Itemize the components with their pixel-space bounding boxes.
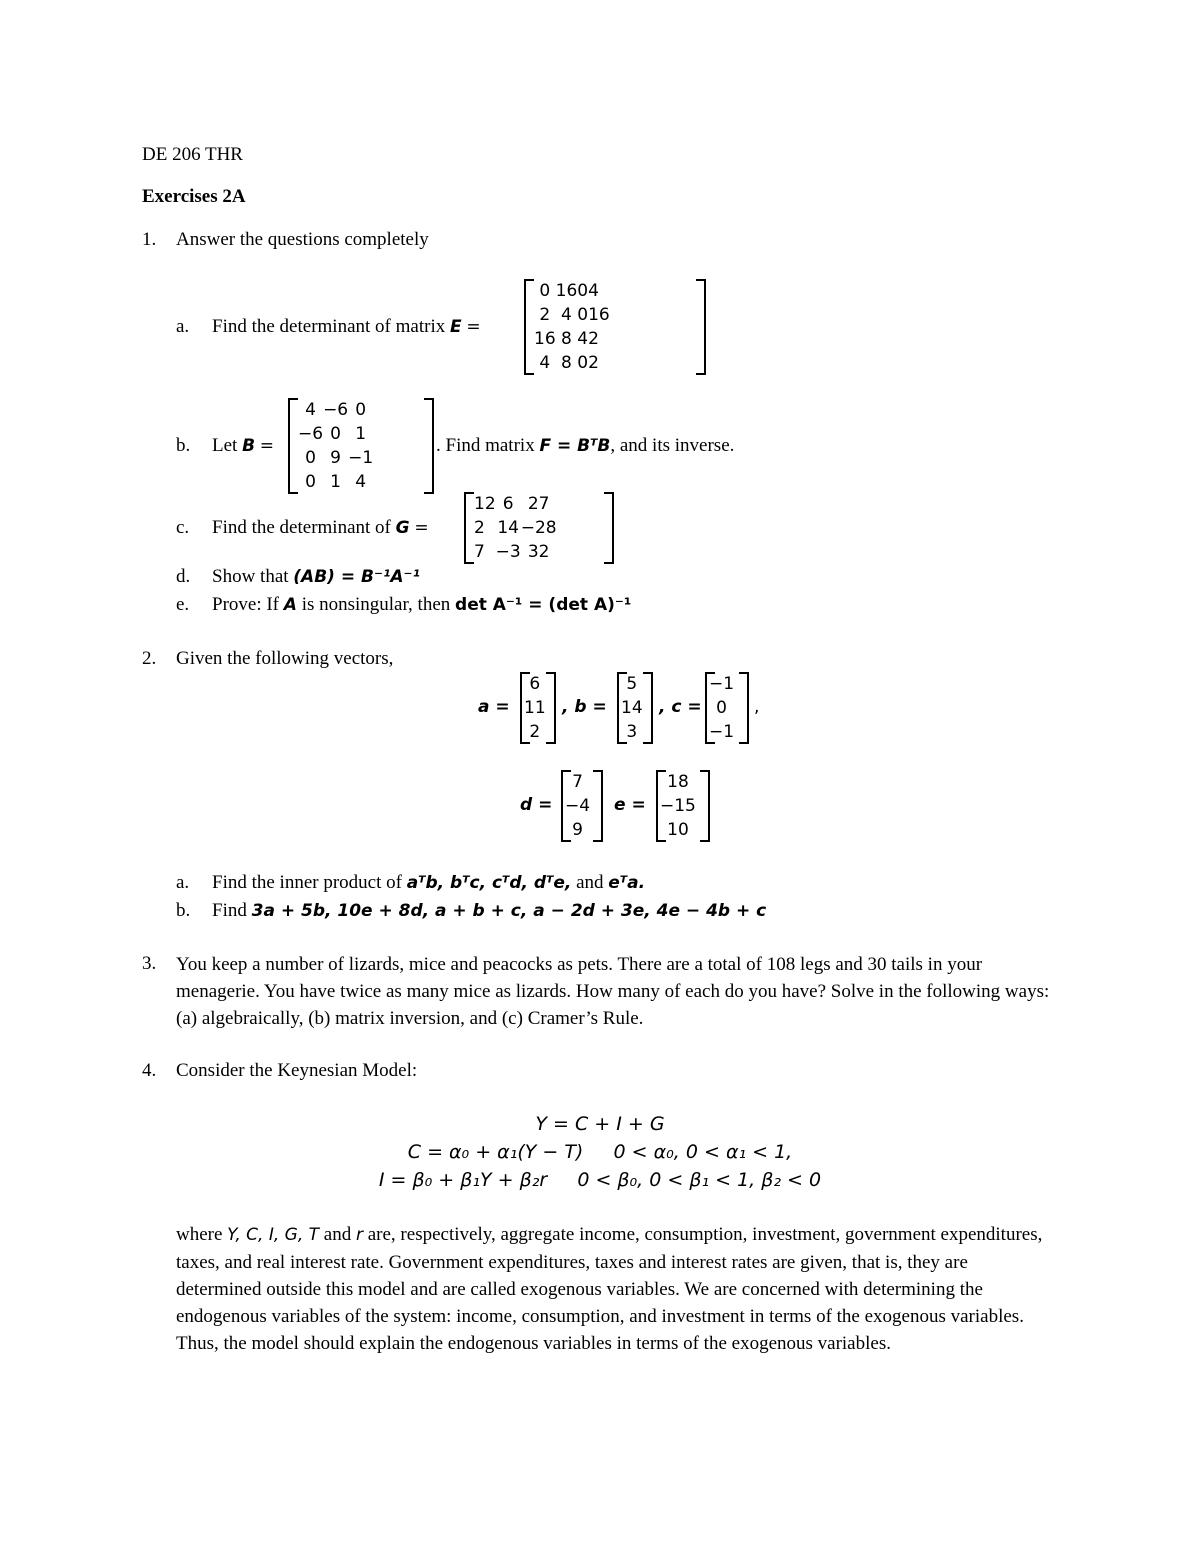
- q3-number: 3.: [142, 953, 157, 974]
- vector-a: [520, 672, 556, 744]
- vector-separator-comma: ,: [754, 697, 760, 717]
- q1e-label: e.: [176, 594, 190, 615]
- matrix-b-cell: 9: [330, 448, 341, 468]
- q1d-formula: (AB) = B⁻¹A⁻¹: [293, 567, 420, 587]
- q1c-var: G: [395, 518, 410, 538]
- matrix-e-cell: 2: [588, 329, 599, 349]
- matrix-b-cell: 0: [305, 448, 316, 468]
- q4-where-and: and: [323, 1224, 352, 1245]
- vector-c-right-bracket: [739, 672, 749, 744]
- matrix-e-cell: 16: [534, 329, 556, 349]
- matrix-b-left-bracket: [288, 398, 298, 494]
- matrix-b-cell: 4: [305, 400, 316, 420]
- vector-d-cell: 9: [572, 820, 583, 840]
- matrix-e-cell: 4: [561, 305, 572, 325]
- vector-d: [561, 770, 603, 842]
- matrix-g-right-bracket: [604, 492, 614, 564]
- vector-b-cell: 5: [626, 674, 638, 694]
- q3-text: You keep a number of lizards, mice and peacocks as pets. There are a total of 108 legs and 30 tails in your menagerie. You have twice as many mice as lizards. How many of each do you have? Solve in the following ways: (a) algebraically, (b) matrix inversion, and (c) Cramer’s Rule.: [176, 954, 1050, 1029]
- matrix-b-table: [298, 398, 373, 494]
- q1c-equals: =: [414, 518, 429, 538]
- q1b-label: b.: [176, 435, 191, 456]
- vector-b-cell: 3: [626, 722, 638, 742]
- matrix-e-cell: 16: [555, 281, 578, 301]
- matrix-g-cell: 32: [527, 542, 550, 562]
- q2a-text-content: Find the inner product of: [212, 872, 402, 893]
- matrix-g-left-bracket: [464, 492, 474, 564]
- equation-income: Y = C + I + G: [535, 1113, 665, 1135]
- matrix-b-cell: 0: [330, 424, 341, 444]
- matrix-b: [288, 398, 434, 494]
- vector-d-right-bracket: [593, 770, 603, 842]
- matrix-e-cell: 0: [577, 353, 589, 373]
- vector-e-cell: −15: [660, 796, 696, 816]
- document-header: DE 206 THR: [142, 144, 243, 165]
- matrix-b-cell: −1: [348, 448, 374, 468]
- matrix-b-cell: −6: [298, 424, 324, 444]
- matrix-e: [524, 279, 706, 375]
- q1b-formula: F = BᵀB: [539, 436, 611, 456]
- q2-number: 2.: [142, 648, 157, 669]
- matrix-e-cell: 4: [577, 329, 589, 349]
- q1e-text2: is nonsingular, then: [301, 594, 451, 615]
- q4-body-text: are, respectively, aggregate income, consumption, investment, government expenditures, taxes, and real interest rate. Government expenditures, taxes and interest rates are given, that is, they are determined outside this model and are called exogenous variables. We are concerned with determining the endogenous variables of the system: income, consumption, and investment in terms of the exogenous variables. Thus, the model should explain the endogenous variables in terms of the exogenous variables.: [176, 1224, 1043, 1354]
- matrix-e-cell: 0: [539, 281, 551, 301]
- q1a-var: E: [449, 317, 462, 337]
- q1b-text2: , and its inverse.: [610, 435, 735, 456]
- matrix-b-cell: 0: [305, 472, 316, 492]
- q2a-items: aᵀb, bᵀc, cᵀd, dᵀe,: [406, 873, 572, 893]
- equation-consumption: C = α₀ + α₁(Y − T) 0 < α₀, 0 < α₁ < 1,: [407, 1141, 793, 1163]
- q4-number: 4.: [142, 1060, 157, 1081]
- vector-c: [705, 672, 749, 744]
- matrix-b-cell: 1: [355, 424, 367, 444]
- matrix-e-right-bracket: [696, 279, 706, 375]
- matrix-e-cell: 0: [577, 305, 589, 325]
- matrix-g-cell: −3: [495, 542, 521, 562]
- q1d-text-content: Show that: [212, 566, 289, 587]
- equation-investment: I = β₀ + β₁Y + β₂r 0 < β₀, 0 < β₁ < 1, β₂ < 0: [378, 1169, 822, 1191]
- vector-b-label: , b =: [562, 697, 607, 717]
- q1b-text: [436, 435, 734, 457]
- q1a-text: [212, 316, 481, 338]
- matrix-b-cell: −6: [323, 400, 349, 420]
- matrix-e-cell: 0: [577, 281, 589, 301]
- vector-b-right-bracket: [643, 672, 653, 744]
- matrix-e-cell: 16: [588, 305, 610, 325]
- matrix-e-left-bracket: [524, 279, 534, 375]
- vector-e-label: e =: [614, 795, 646, 815]
- vector-c-cell: −1: [709, 674, 735, 694]
- matrix-e-cell: 8: [561, 329, 572, 349]
- q1e-formula: det A⁻¹ = (det A)⁻¹: [455, 595, 632, 615]
- q2b-text-content: Find: [212, 900, 247, 921]
- q1c-text-content: Find the determinant of: [212, 517, 391, 538]
- matrix-b-cell: 1: [330, 472, 341, 492]
- q1-number: 1.: [142, 229, 157, 250]
- q2a-and: and: [576, 872, 604, 893]
- q1-text: Answer the questions completely: [176, 229, 429, 250]
- vector-a-cell: 2: [529, 722, 541, 742]
- matrix-e-table: [534, 279, 610, 375]
- matrix-g-cell: 12: [474, 494, 496, 514]
- q1b-text1: . Find matrix: [436, 435, 535, 456]
- vector-b-cell: 14: [621, 698, 643, 718]
- q1e-text: [212, 594, 631, 616]
- q1b-let-text: Let: [212, 435, 238, 456]
- matrix-g: [464, 492, 614, 564]
- q2a-label: a.: [176, 872, 190, 893]
- vector-a-cell: 6: [529, 674, 541, 694]
- q2b-items: 3a + 5b, 10e + 8d, a + b + c, a − 2d + 3e, 4e − 4b + c: [251, 901, 767, 921]
- vector-b-table: [621, 672, 643, 744]
- vector-c-cell: −1: [709, 722, 735, 742]
- vector-e-cell: 18: [667, 772, 689, 792]
- q1d-label: d.: [176, 566, 191, 587]
- q1d-text: [212, 566, 420, 588]
- q1c-text: [212, 517, 429, 539]
- q1e-var: A: [283, 595, 297, 615]
- matrix-e-cell: 8: [561, 353, 572, 373]
- q4-where-r: r: [355, 1225, 363, 1245]
- q1b-var: B: [242, 436, 256, 456]
- q4-where-vars: Y, C, I, G, T: [227, 1225, 320, 1245]
- matrix-g-cell: 14: [497, 518, 519, 538]
- vector-c-table: [709, 672, 734, 744]
- matrix-g-table: [474, 492, 557, 564]
- q1a-label: a.: [176, 316, 190, 337]
- vector-e-right-bracket: [700, 770, 710, 842]
- matrix-g-cell: 6: [502, 494, 514, 514]
- vector-d-label: d =: [520, 795, 553, 815]
- vector-b: [617, 672, 653, 744]
- q1c-label: c.: [176, 517, 190, 538]
- vector-d-cell: −4: [565, 796, 591, 816]
- matrix-g-cell: 2: [474, 518, 485, 538]
- vector-e-table: [660, 770, 696, 842]
- q2-text: Given the following vectors,: [176, 648, 394, 669]
- q1a-equals: =: [466, 317, 481, 337]
- q1b-equals: =: [259, 436, 275, 456]
- matrix-b-right-bracket: [424, 398, 434, 494]
- matrix-g-cell: 7: [474, 542, 485, 562]
- vector-e-cell: 10: [667, 820, 689, 840]
- vector-a-cell: 11: [524, 698, 546, 718]
- vector-d-cell: 7: [572, 772, 583, 792]
- q4-text: Consider the Keynesian Model:: [176, 1060, 418, 1081]
- q2a-last: eᵀa.: [608, 873, 646, 893]
- q1a-text-content: Find the determinant of matrix: [212, 316, 446, 337]
- matrix-g-cell: 27: [527, 494, 550, 514]
- q2b-label: b.: [176, 900, 191, 921]
- vector-c-label: , c =: [659, 697, 702, 717]
- vector-e: [656, 770, 710, 842]
- vector-d-table: [565, 770, 590, 842]
- matrix-e-cell: 4: [588, 281, 599, 301]
- matrix-e-cell: 2: [539, 305, 551, 325]
- q4-where: where: [176, 1224, 223, 1245]
- vector-a-right-bracket: [546, 672, 556, 744]
- matrix-g-cell: −28: [520, 518, 557, 538]
- page-title: Exercises 2A: [142, 186, 246, 207]
- matrix-b-cell: 4: [355, 472, 367, 492]
- q1b-let: [212, 435, 274, 457]
- q1e-text1: Prove: If: [212, 594, 280, 615]
- q2a-text: [212, 872, 645, 894]
- vector-a-label: a =: [478, 697, 510, 717]
- q2b-text: [212, 900, 766, 922]
- vector-c-cell: 0: [716, 698, 727, 718]
- matrix-e-cell: 2: [588, 353, 599, 373]
- q4-body: [176, 1221, 1056, 1357]
- matrix-e-cell: 4: [539, 353, 551, 373]
- vector-a-table: [524, 672, 546, 744]
- matrix-b-cell: 0: [355, 400, 367, 420]
